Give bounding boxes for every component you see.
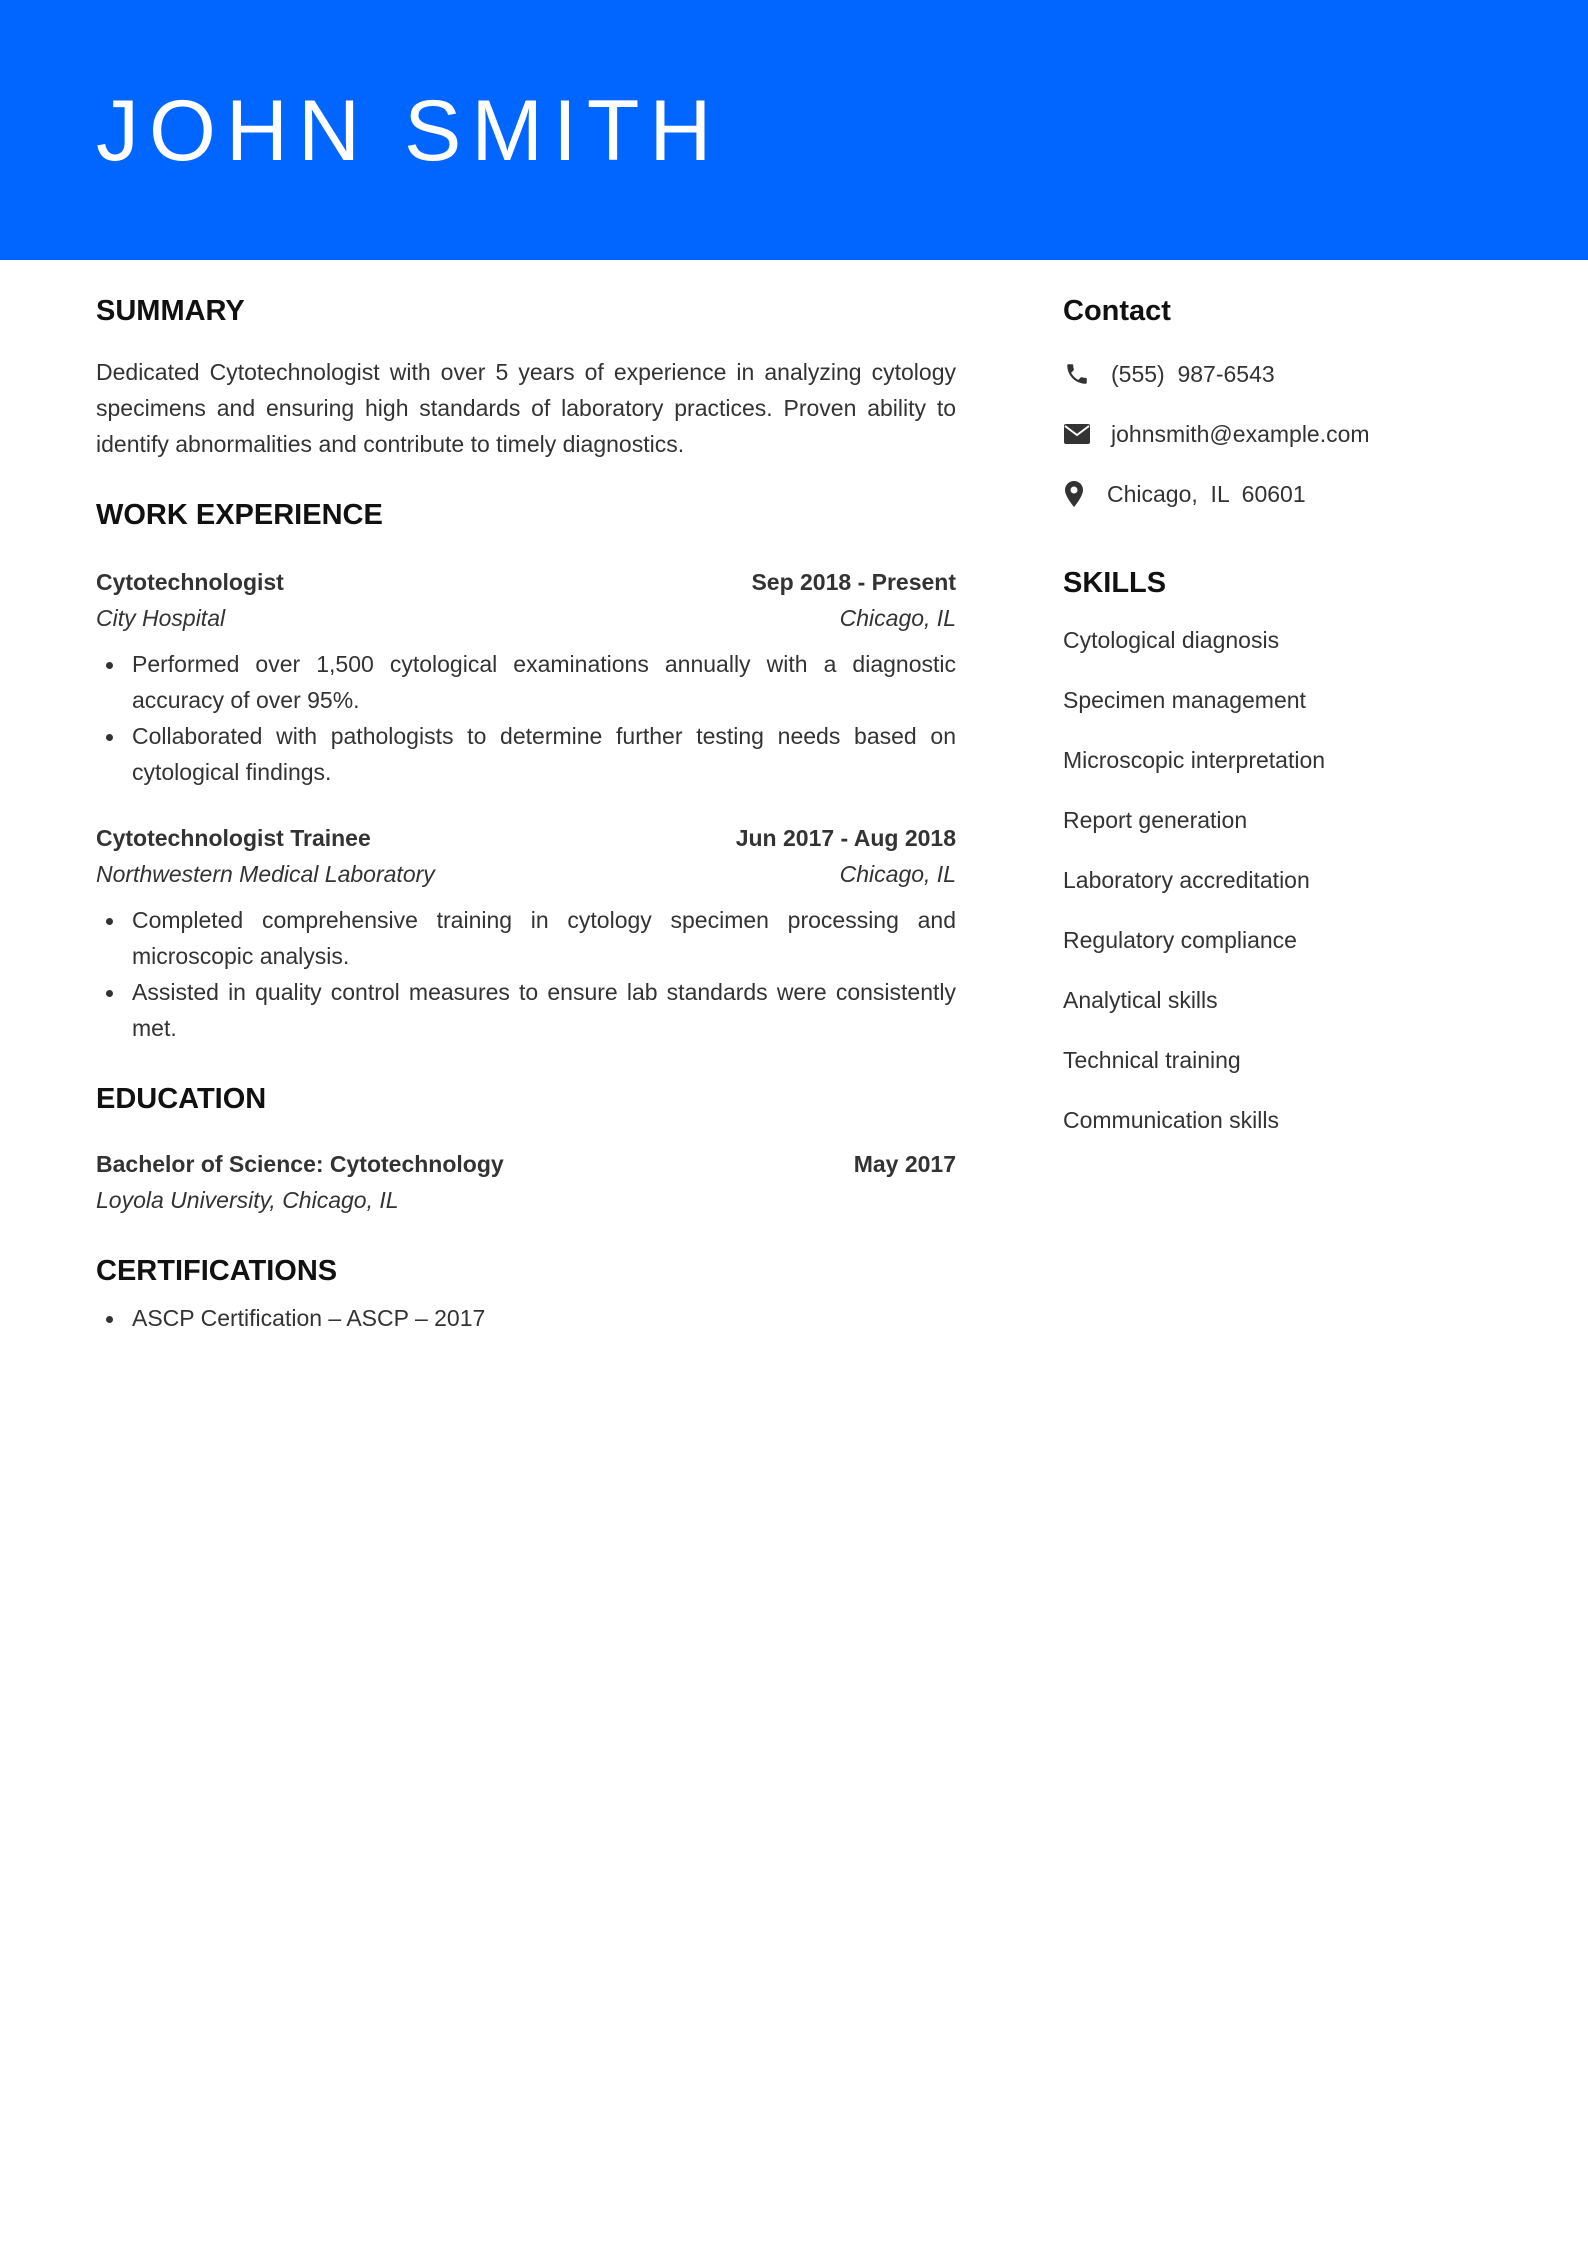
experience-section [96, 496, 956, 1046]
certification-list [96, 1300, 956, 1336]
skills-list [1063, 622, 1523, 1138]
skill-item: Technical training [1063, 1047, 1241, 1073]
job-employer: City Hospital [96, 605, 226, 631]
job-role: Cytotechnologist [96, 569, 284, 595]
certifications-title: CERTIFICATIONS [96, 1255, 338, 1287]
contact-section [1063, 292, 1523, 512]
job-bullet: Completed comprehensive training in cytology specimen processing and microscopic analysis. [132, 902, 956, 974]
job-bullet: Collaborated with pathologists to determine further testing needs based on cytological findings. [132, 718, 956, 790]
skills-title: SKILLS [1063, 567, 1167, 599]
job-role: Cytotechnologist Trainee [96, 825, 371, 851]
skill-item: Communication skills [1063, 1107, 1280, 1133]
education-section [96, 1080, 956, 1218]
map-pin-icon [1063, 480, 1085, 508]
graduation-date: May 2017 [853, 1151, 956, 1177]
phone-icon [1063, 360, 1091, 388]
skill-item: Specimen management [1063, 687, 1306, 713]
envelope-icon [1063, 420, 1091, 448]
skills-section [1063, 564, 1523, 1138]
main-column [96, 292, 956, 1336]
job-entry [96, 564, 956, 790]
skill-item: Regulatory compliance [1063, 927, 1297, 953]
summary-section [96, 292, 956, 462]
skill-item: Cytological diagnosis [1063, 627, 1280, 653]
phone-number[interactable]: (555) 987-6543 [1111, 361, 1275, 387]
experience-title: WORK EXPERIENCE [96, 499, 383, 531]
candidate-name: JOHN SMITH [96, 83, 722, 179]
degree: Bachelor of Science: Cytotechnology [96, 1151, 504, 1177]
job-entry [96, 820, 956, 1046]
job-location: Chicago, IL [839, 605, 956, 631]
job-bullets [96, 646, 956, 790]
skill-item: Microscopic interpretation [1063, 747, 1326, 773]
summary-title: SUMMARY [96, 295, 245, 327]
skill-item: Laboratory accreditation [1063, 867, 1310, 893]
skill-item: Analytical skills [1063, 987, 1218, 1013]
certification-item: ASCP Certification – ASCP – 2017 [132, 1300, 956, 1336]
education-title: EDUCATION [96, 1083, 267, 1115]
education-entry [96, 1146, 956, 1218]
school: Loyola University, Chicago, IL [96, 1187, 399, 1213]
job-employer: Northwestern Medical Laboratory [96, 861, 435, 887]
job-dates: Sep 2018 - Present [751, 569, 956, 595]
job-bullet: Assisted in quality control measures to ensure lab standards were consistently met. [132, 974, 956, 1046]
header-banner [0, 0, 1588, 260]
job-bullets [96, 902, 956, 1046]
skill-item: Report generation [1063, 807, 1248, 833]
contact-phone [1063, 356, 1523, 392]
job-dates: Jun 2017 - Aug 2018 [735, 825, 956, 851]
certifications-section [96, 1252, 956, 1336]
contact-location [1063, 476, 1523, 512]
contact-email [1063, 416, 1523, 452]
job-bullet: Performed over 1,500 cytological examinations annually with a diagnostic accuracy of over 95%. [132, 646, 956, 718]
location-text: Chicago, IL 60601 [1107, 481, 1306, 507]
email-address[interactable]: johnsmith@example.com [1111, 421, 1370, 447]
job-location: Chicago, IL [839, 861, 956, 887]
sidebar-column [1063, 292, 1523, 1162]
contact-title: Contact [1063, 295, 1171, 327]
summary-text: Dedicated Cytotechnologist with over 5 years of experience in analyzing cytology specimens and ensuring high standards of laboratory practices. Proven ability to identify abnormalities and contribute to timely diagnostics. [96, 359, 956, 457]
